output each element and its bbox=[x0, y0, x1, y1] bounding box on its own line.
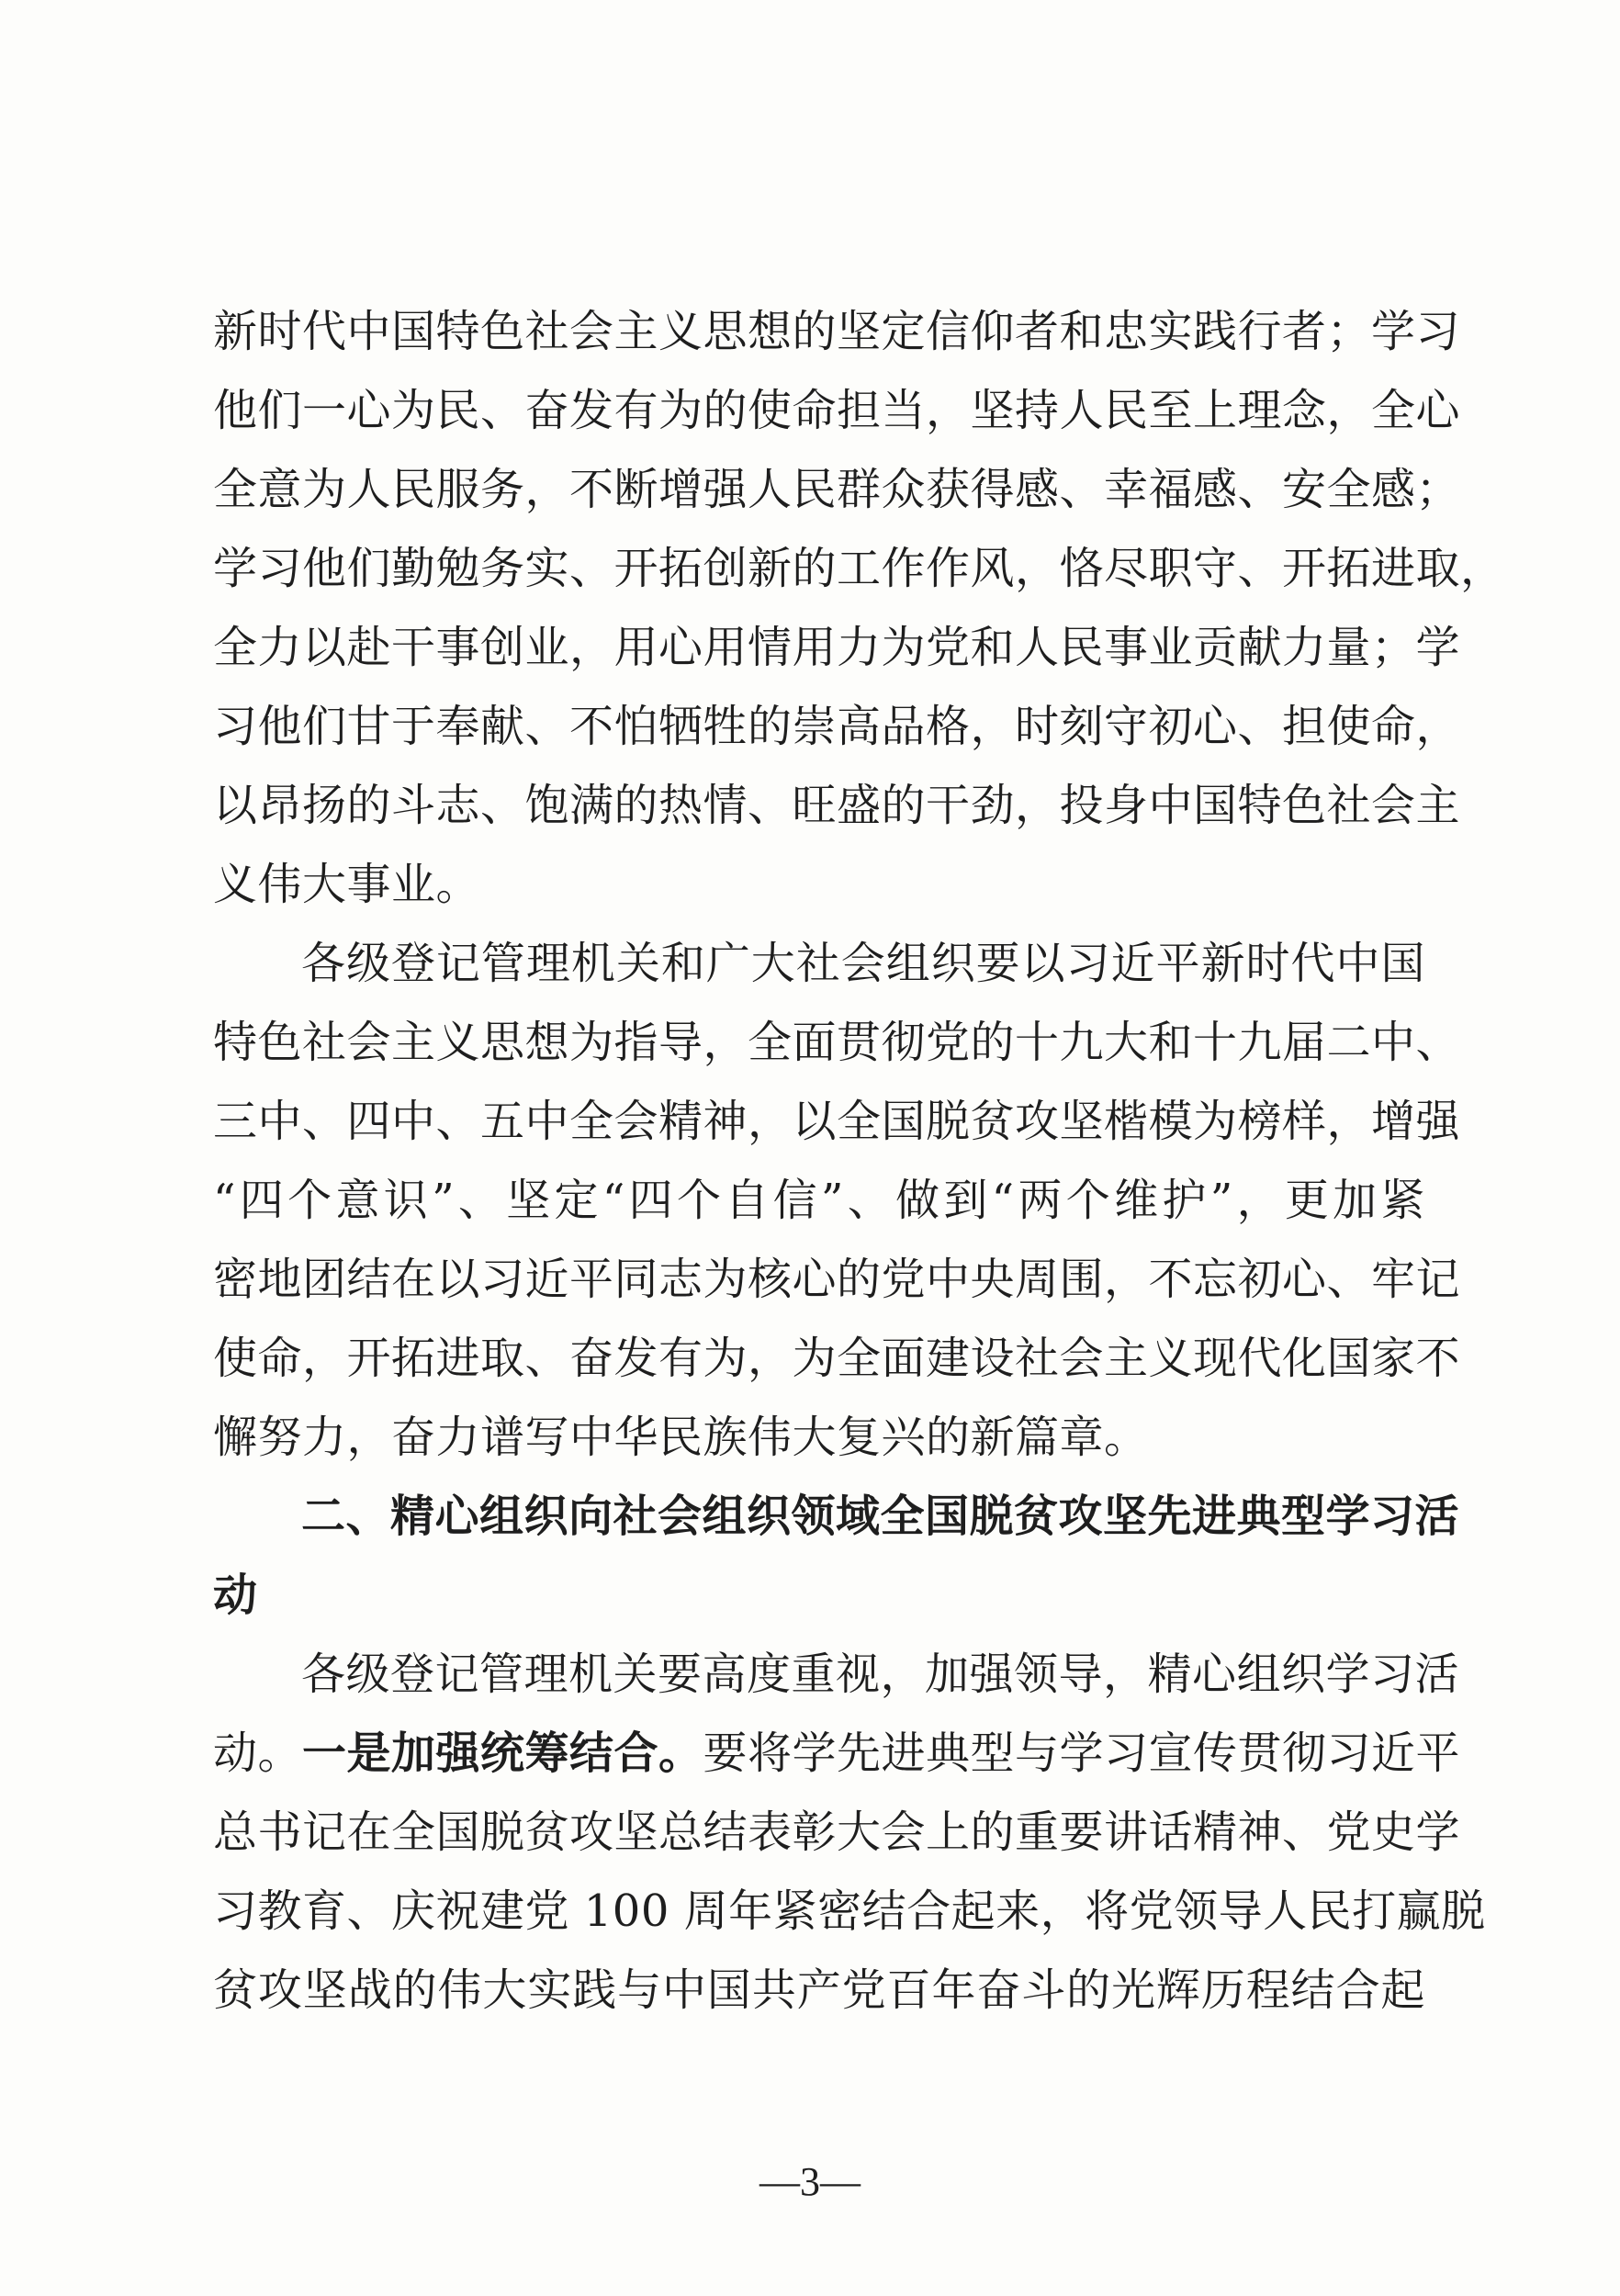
bold-lead-phrase: 一是加强统筹结合。 bbox=[302, 1728, 703, 1779]
text-line: 全力以赴干事创业，用心用情用力为党和人民事业贡献力量；学 bbox=[213, 622, 1461, 673]
text-line: 全意为人民服务，不断增强人民群众获得感、幸福感、安全感； bbox=[213, 464, 1461, 515]
text-line: 以昂扬的斗志、饱满的热情、旺盛的干劲，投身中国特色社会主 bbox=[213, 780, 1461, 831]
text-line: 特色社会主义思想为指导，全面贯彻党的十九大和十九届二中、 bbox=[213, 1017, 1461, 1068]
text-line-mixed bbox=[213, 1714, 1461, 1793]
text-line: 他们一心为民、奋发有为的使命担当，坚持人民至上理念，全心 bbox=[213, 385, 1461, 436]
text-line: 各级登记管理机关要高度重视，加强领导，精心组织学习活 bbox=[301, 1649, 1460, 1700]
text-line: “四个意识”、坚定“四个自信”、做到“两个维护”，更加紧 bbox=[213, 1175, 1425, 1226]
text-line: 贫攻坚战的伟大实践与中国共产党百年奋斗的光辉历程结合起 bbox=[213, 1964, 1425, 2016]
text-span: 动。 bbox=[213, 1728, 303, 1779]
heading-line: 二、精心组织向社会组织领域全国脱贫攻坚先进典型学习活 bbox=[301, 1491, 1460, 1542]
text-line: 新时代中国特色社会主义思想的坚定信仰者和忠实践行者；学习 bbox=[213, 306, 1461, 357]
paragraph-1 bbox=[213, 292, 1505, 924]
text-line: 学习他们勤勉务实、开拓创新的工作作风，恪尽职守、开拓进取， bbox=[213, 543, 1505, 594]
text-span: 要将学先进典型与学习宣传贯彻习近平 bbox=[703, 1728, 1461, 1779]
text-line: 习教育、庆祝建党 100 周年紧密结合起来，将党领导人民打赢脱 bbox=[213, 1885, 1486, 1937]
text-line: 各级登记管理机关和广大社会组织要以习近平新时代中国 bbox=[301, 938, 1425, 989]
text-line: 总书记在全国脱贫攻坚总结表彰大会上的重要讲话精神、党史学 bbox=[213, 1806, 1461, 1858]
body-text bbox=[213, 292, 1505, 2030]
paragraph-2 bbox=[213, 924, 1461, 1477]
text-line: 密地团结在以习近平同志为核心的党中央周围，不忘初心、牢记 bbox=[213, 1254, 1461, 1305]
paragraph-3 bbox=[213, 1635, 1486, 2030]
heading-line: 动 bbox=[213, 1570, 258, 1621]
text-line: 懈努力，奋力谱写中华民族伟大复兴的新篇章。 bbox=[213, 1412, 1149, 1463]
section-heading bbox=[213, 1477, 1460, 1635]
text-line: 习他们甘于奉献、不怕牺牲的崇高品格，时刻守初心、担使命， bbox=[213, 701, 1461, 752]
text-line: 使命，开拓进取、奋发有为，为全面建设社会主义现代化国家不 bbox=[213, 1333, 1461, 1384]
text-line: 三中、四中、五中全会精神，以全国脱贫攻坚楷模为榜样，增强 bbox=[213, 1096, 1461, 1147]
text-line: 义伟大事业。 bbox=[213, 859, 481, 910]
page-number: —3— bbox=[759, 2159, 861, 2204]
